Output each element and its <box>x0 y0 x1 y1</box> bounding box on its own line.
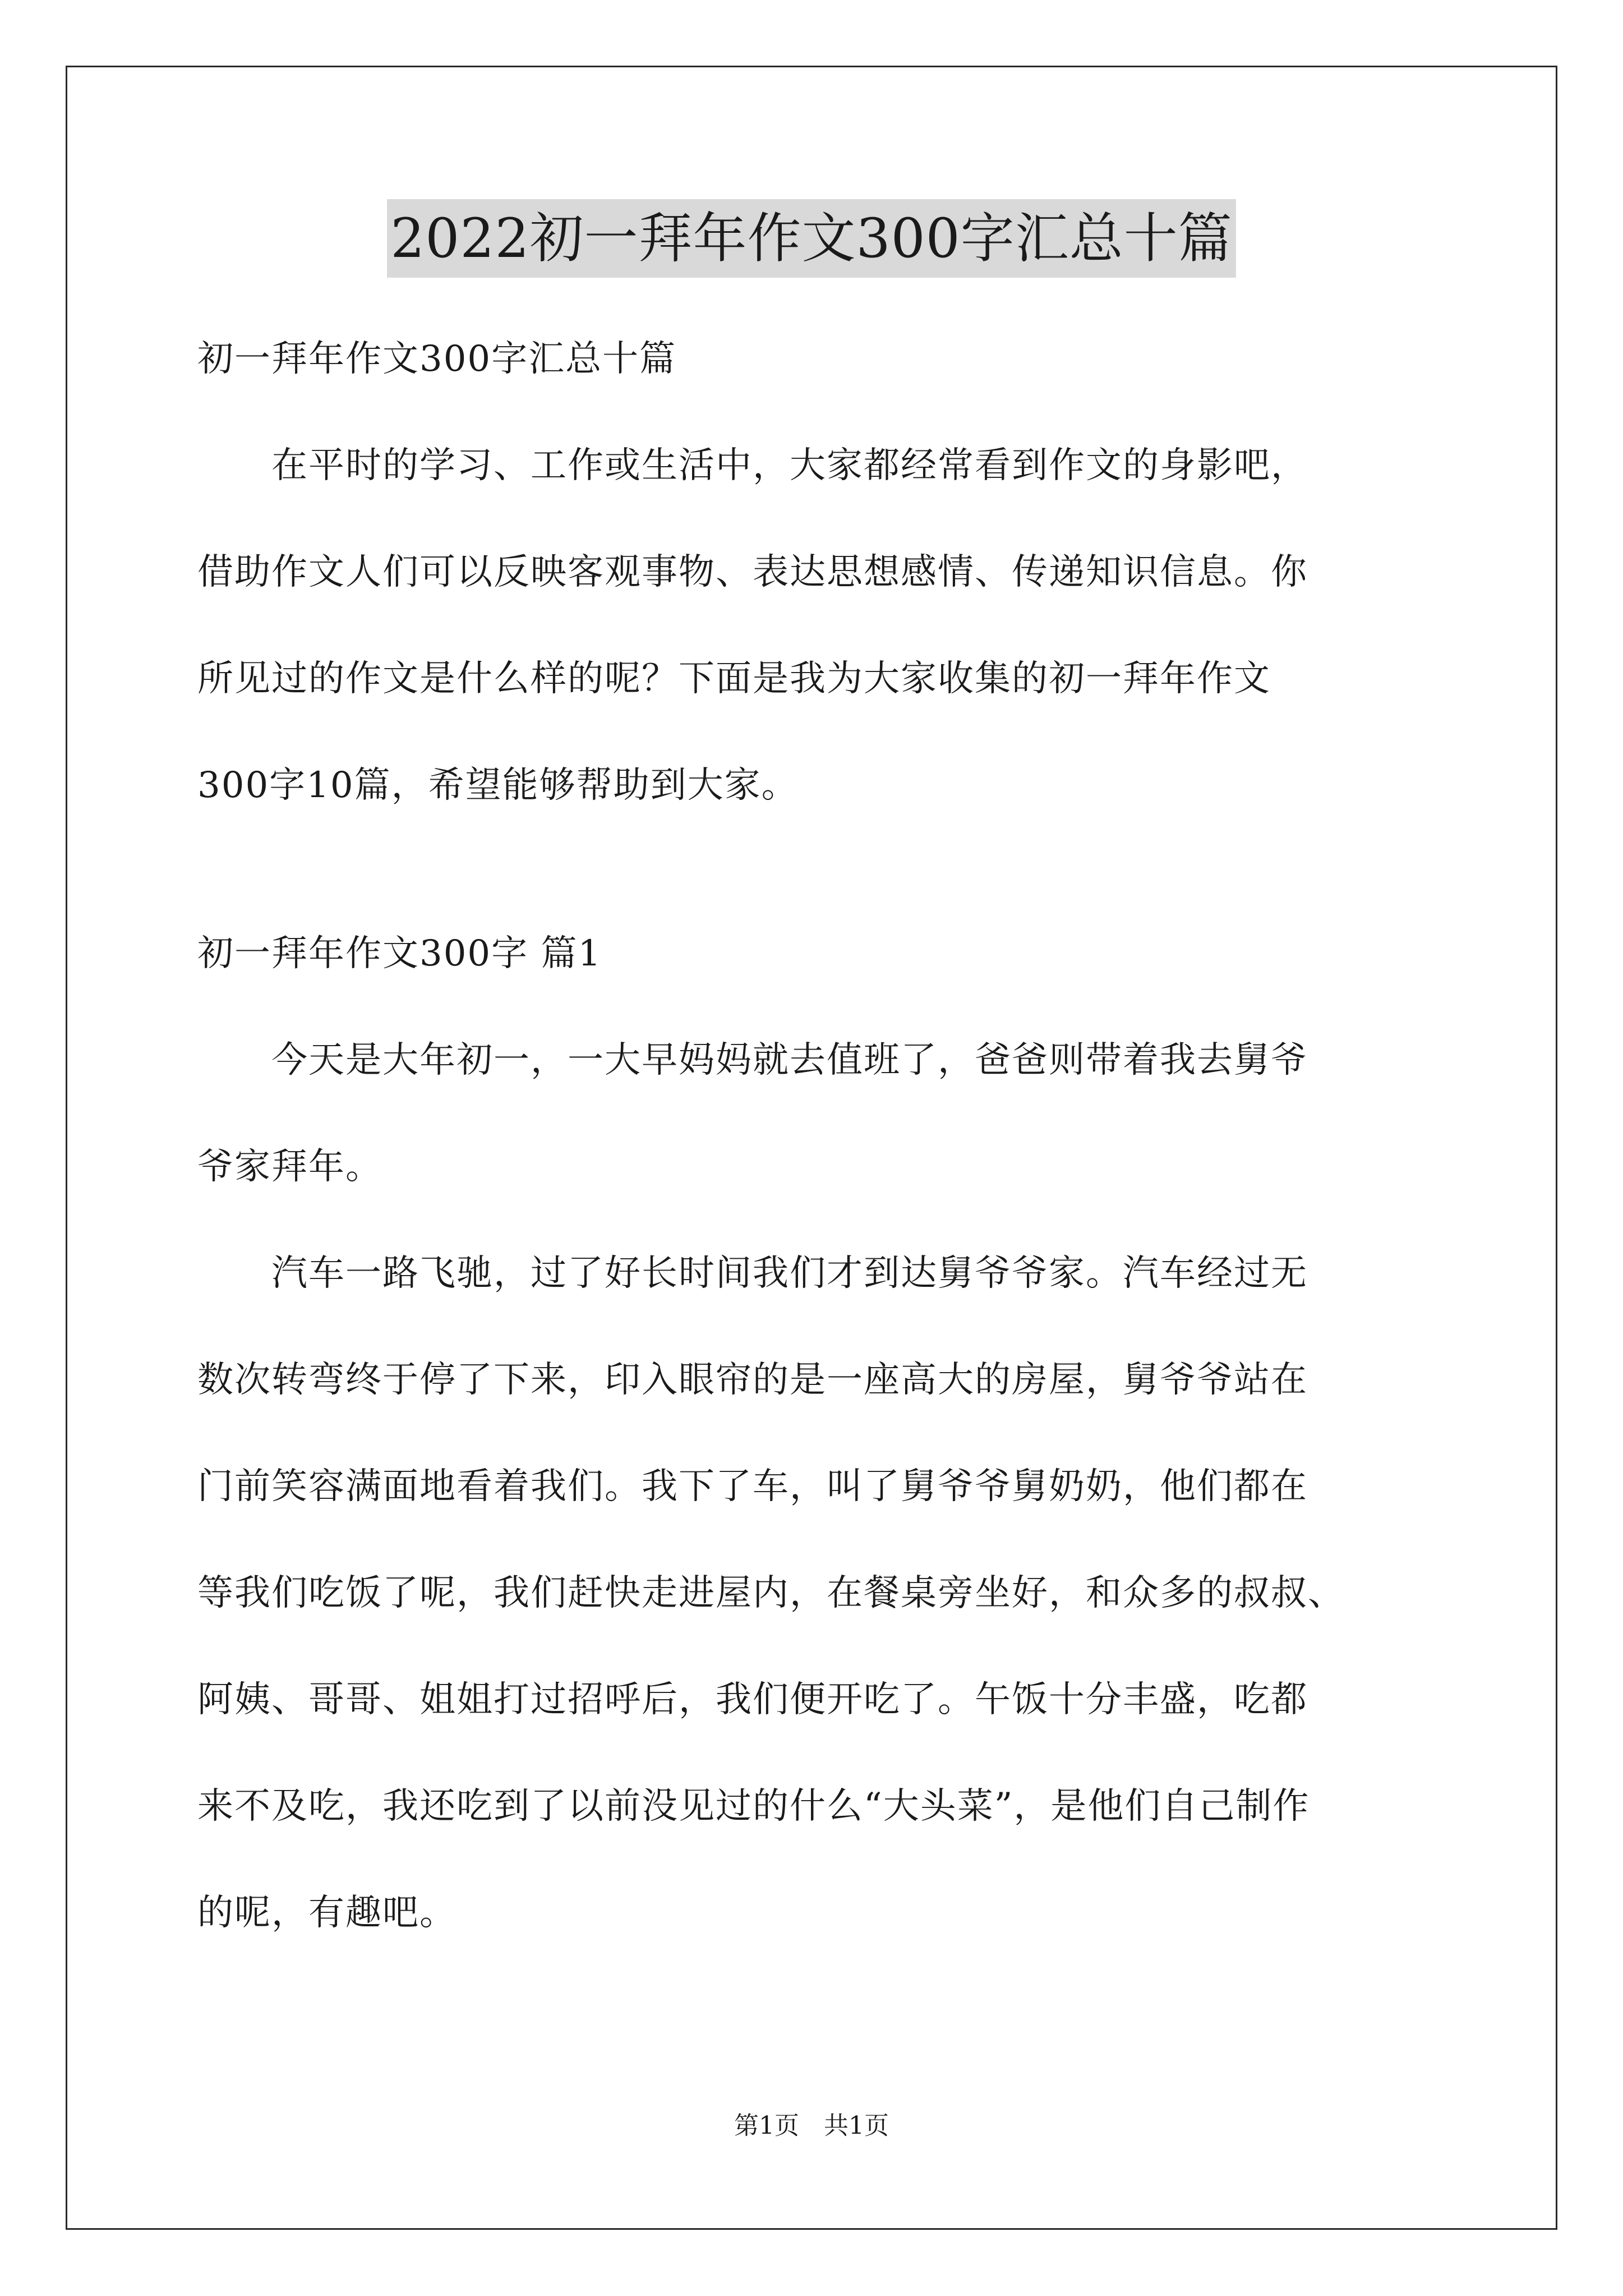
paragraph-spacer <box>197 839 1487 900</box>
paragraph-1 <box>197 1007 1487 1220</box>
intro-line: 在平时的学习、工作或生活中，大家都经常看到作文的身影吧， <box>197 445 1308 486</box>
intro-line: 所见过的作文是什么样的呢？下面是我为大家收集的初一拜年作文 <box>197 658 1271 700</box>
paragraph-line: 今天是大年初一，一大早妈妈就去值班了，爸爸则带着我去舅爷 <box>197 1039 1308 1081</box>
paragraph-line: 等我们吃饭了呢，我们赶快走进屋内，在餐桌旁坐好，和众多的叔叔、 <box>197 1572 1345 1614</box>
intro-paragraph <box>197 412 1487 839</box>
document-body <box>197 306 1487 1966</box>
paragraph-line: 汽车一路飞驰，过了好长时间我们才到达舅爷爷家。汽车经过无 <box>197 1253 1308 1294</box>
paragraph-line: 门前笑容满面地看着我们。我下了车，叫了舅爷爷舅奶奶，他们都在 <box>197 1466 1308 1507</box>
paragraph-line: 来不及吃，我还吃到了以前没见过的什么“大头菜”，是他们自己制作 <box>197 1786 1310 1827</box>
section-heading: 初一拜年作文300字 篇1 <box>197 933 602 974</box>
title-container <box>0 199 1623 278</box>
paragraph-line: 阿姨、哥哥、姐姐打过招呼后，我们便开吃了。午饭十分丰盛，吃都 <box>197 1679 1308 1720</box>
page-footer: 第1页 共1页 <box>734 2111 889 2140</box>
document-title: 2022初一拜年作文300字汇总十篇 <box>387 199 1236 278</box>
paragraph-line: 数次转弯终于停了下来，印入眼帘的是一座高大的房屋，舅爷爷站在 <box>197 1359 1308 1401</box>
intro-line: 借助作文人们可以反映客观事物、表达思想感情、传递知识信息。你 <box>197 551 1308 593</box>
paragraph-line: 爷家拜年。 <box>197 1146 382 1188</box>
intro-line: 300字10篇，希望能够帮助到大家。 <box>197 765 799 806</box>
subtitle: 初一拜年作文300字汇总十篇 <box>197 338 677 380</box>
paragraph-line: 的呢，有趣吧。 <box>197 1892 457 1934</box>
paragraph-2 <box>197 1220 1487 1966</box>
